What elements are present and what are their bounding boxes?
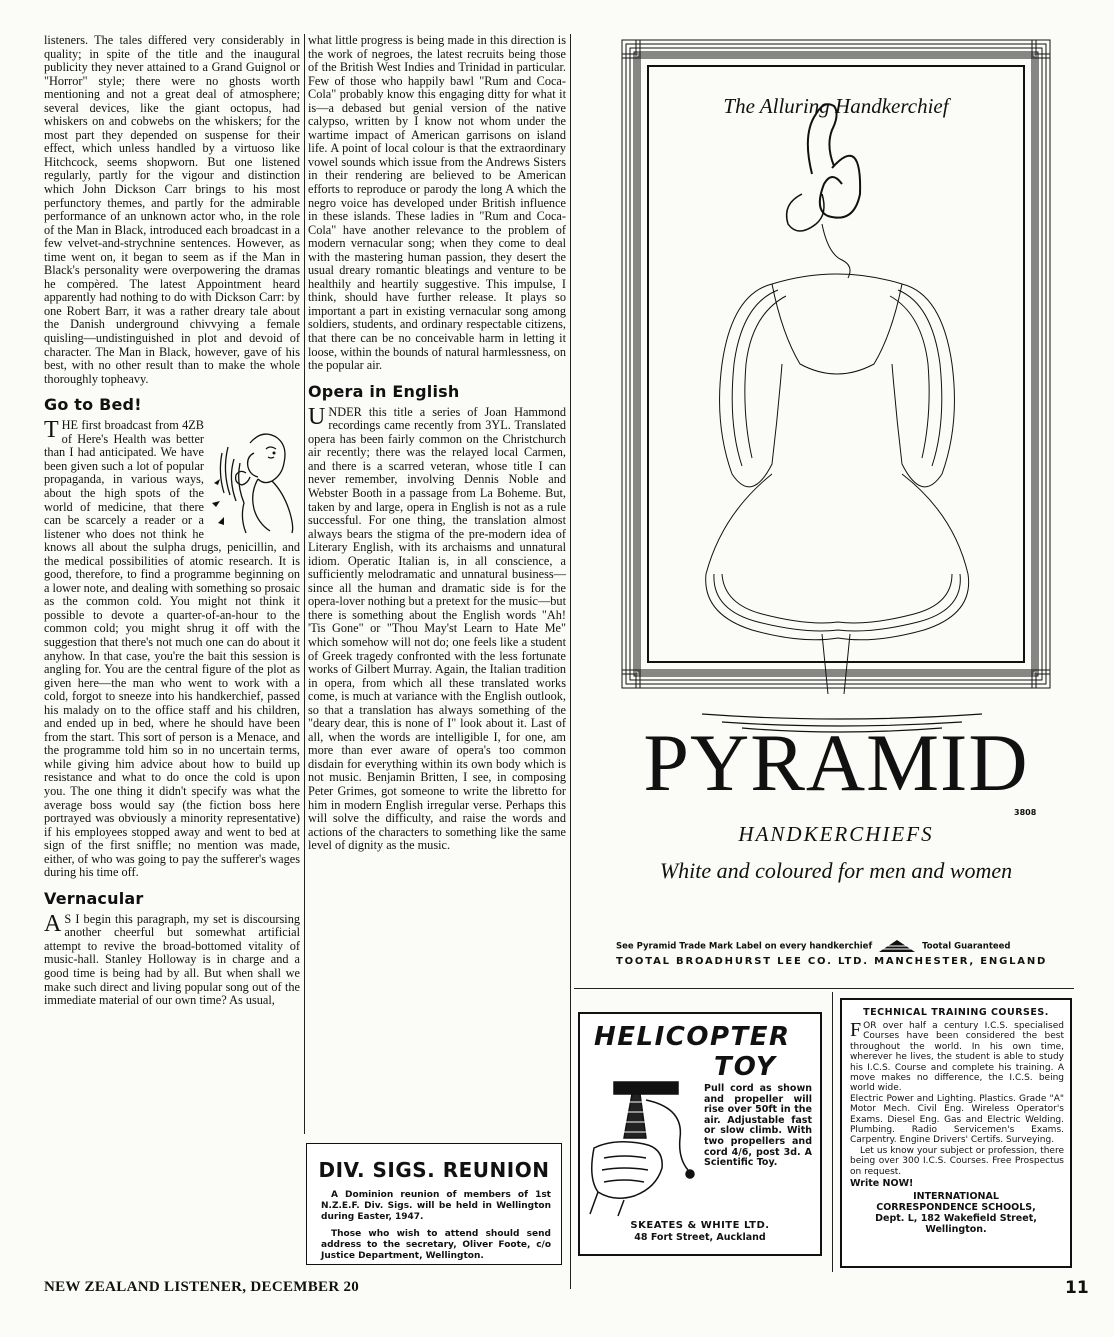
helicopter-title-2: TOY: [714, 1052, 777, 1082]
col1-go-to-bed-paragraph: [44, 419, 300, 880]
pyramid-tagline: The Alluring Handkerchief: [723, 94, 949, 118]
pyramid-mark: 3808: [1014, 808, 1037, 817]
div-sigs-body-2: Those who wish to attend should send address to the secretary, Oliver Foote, c/o Justice Department, Wellington.: [321, 1229, 551, 1261]
ics-address-line-2: Wellington.: [925, 1224, 987, 1236]
heading-vernacular: Vernacular: [44, 888, 144, 908]
trade-mark-note-right: Tootal Guaranteed: [922, 941, 1011, 952]
pyramid-product: HANDKERCHIEFS: [738, 822, 934, 846]
helicopter-title-1: HELICOPTER: [594, 1022, 791, 1052]
helicopter-toy-illustration: [584, 1078, 704, 1218]
column-rule-1: [304, 34, 305, 1134]
column-2: [308, 34, 566, 853]
page-footer-title: NEW ZEALAND LISTENER, DECEMBER 20: [44, 1279, 360, 1295]
ics-technical-training-advertisement: [840, 998, 1072, 1268]
helicopter-description: Pull cord as shown and propeller will rise over 50ft in the air. Adjustable fast or slow climb. With two propellers and cord 4/6, post 3d. A Scientific Toy.: [704, 1083, 812, 1169]
ics-address-line-1: Dept. L, 182 Wakefield Street,: [875, 1213, 1037, 1225]
col2-opera-text: NDER this title a series of Joan Hammond recordings came recently from 3YL. Translated opera has been fairly common on the Christchurch air recently; there was the relayed local Carmen, and there is a scarred veteran, whose title I can never remember, involving Dennis Noble and Webster Booth in a passage from La Boheme. But, taken by and large, opera in English is not as a rule successful. For one thing, the translation almost always bears the stigma of the pre-modern idea of Literary English, with its archaisms and unnatural idiom. Operatic Italian is, in all conscience, a sufficiently melodramatic and unnatural business—since all the human and dramatic side is for the opera-lover nothing but a pretext for the music—but there is something about the English words "Ah! 'Tis Gone" or "Thou May'st Learn to Hate Me" which somehow will not do; one feels like a student of Greek tragedy confronted with the less fortunate works of Gilbert Murray. Again, the Italian tradition in opera, from which all these translated works come, is much at variance with the English outlook, so that a translation has always something of the "deary dear, this is none of I" look about it. Last of all, when the words are intelligible I, for one, am more than ever aware of opera's too common disdain for everything within its own body which is not music. Benjamin Britten, I see, in composing Peter Grimes, got someone to write the libretto for him in modern English irregular verse. Perhaps this will solve the difficulty, and raise the words and actions of the characters to something like the same level of dignity as the music.: [308, 404, 566, 853]
drop-cap-u: U: [308, 403, 326, 430]
helicopter-seller-address: 48 Fort Street, Auckland: [634, 1232, 766, 1243]
ics-organisation: [842, 1191, 1070, 1235]
col1-intro-paragraph: listeners. The tales differed very considerably in quality; in spite of the title and the inaugural publicity they never attained to a Grand Guignol or "Horror" style; there were no ghosts worth mentioning and not a great deal of atmosphere; several devices, like the giant octopus, had whiskers on and cobwebs on the whiskers; for the most part they depended on suspense for their effect, which unless handled by a virtuoso like Hitchcock, seems shopworn. But one listened regularly, partly for the vigour and distinction which John Dickson Carr brings to his most perfunctory themes, and partly for the admirable performance of an unknown actor who, in the role of the Man in Black, introduced each broadcast in a few velvet-and-strychnine sentences. However, as time went on, it began to seem as if the Man in Black's personality were overpowering the dramas he compèred. The latest Appointment heard apparently had nothing to do with Dickson Carr: by one Robert Barr, it was a rather dreary tale about the Danish underground chivvying a female quisling—undistinguished in plot and devoid of character. The Man in Black, however, gave of his best, with no other result than to make the whole thoroughly topheavy.: [44, 33, 300, 386]
pyramid-brand: PYRAMID: [643, 717, 1029, 808]
ics-title: TECHNICAL TRAINING COURSES.: [863, 1007, 1049, 1018]
drop-cap-t: T: [44, 417, 59, 444]
heading-opera-in-english: Opera in English: [308, 381, 460, 401]
col2-opera-paragraph: [308, 403, 566, 853]
pyramid-slogan: White and coloured for men and women: [659, 858, 1013, 883]
trade-mark-note-left: See Pyramid Trade Mark Label on every handkerchief: [616, 941, 873, 952]
handkerchief-illustration: [602, 34, 1070, 754]
pyramid-logo-icon: [875, 938, 919, 954]
ics-body: [850, 1021, 1064, 1094]
div-sigs-reunion-notice: [306, 1143, 562, 1265]
ics-course-list: Electric Power and Lighting. Plastics. Grade "A" Motor Mech. Civil Eng. Wireless Operator's Exams. Diesel Eng. Gas and Electric Welding. Plumbing. Radio Servicemen's Exams. Carpentry. Engine Drivers' Certifs. Surveying.: [850, 1093, 1064, 1146]
ics-drop-cap: F: [850, 1019, 862, 1041]
page-number: 11: [1065, 1278, 1089, 1298]
heading-go-to-bed: Go to Bed!: [44, 395, 142, 415]
pyramid-company: TOOTAL BROADHURST LEE CO. LTD. MANCHESTER, ENGLAND: [616, 956, 1048, 967]
helicopter-toy-advertisement: [578, 1012, 822, 1256]
ads-divider: [574, 988, 1074, 989]
column-rule-2: [570, 34, 571, 1289]
div-sigs-title: DIV. SIGS. REUNION: [318, 1158, 550, 1182]
col1-vernacular-paragraph: [44, 910, 300, 1008]
col2-intro-paragraph: what little progress is being made in this direction is the work of negroes, the latest recruits being those of the British West Indies and Trinidad in particular. Few of those who happily bawl "Rum and Coca-Cola" probably know this engaging ditty for what it is—a debased but genial version of the native calypso, written by I know not whom under the wartime impact of American garrisons on island life. A point of local colour is that the extraordinary vowel sounds which issue from the Andrews Sisters in their rendering are believed to be American efforts to reproduce or parody the long A which the negro voice has developed under British influence in these islands. These ladies in "Rum and Coca-Cola" have another relevance to the problem of modern vernacular song; when they come to deal with the mastering human passion, they desert the usual dreary romantic bleatings and venture to be healthily and heartily suggestive. This impulse, I think, should have further release. It plays so important a part in existing vernacular song among soldiers, students, and ordinary respectable citizens, that there can be no conceivable harm in letting it loose, within the bounds of natural harmlessness, on the popular air.: [308, 33, 566, 373]
col1-vernacular-text: S I begin this paragraph, my set is discoursing another cheerful but somewhat artificial attempt to revive the broad-bottomed vitality of music-hall. Stanley Holloway is in charge and a good time is being had by all. But when shall we make such direct and living popular song out of the immediate material of our own time? As usual,: [44, 911, 300, 1008]
pyramid-trade-mark-note: [616, 938, 1011, 954]
col1-go-to-bed-text: HE first broadcast from 4ZB of Here's Health was better than I had anticipated. We have been given such a lot of popular propaganda, in various ways, about the high spots of the world of medicine, that there can be scarcely a reader or a listener who does not think he knows all about the sulpha drugs, penicillin, and the medical possibilities of atomic research. It is good, therefore, to find a programme beginning on a lower note, and dealing with something so prosaic as the common cold. You might not think it possible to devote a quarter-of-an-hour to the common cold; you might shrug it off with the suggestion that there's not much one can do about it anyhow. In that case, you're the bait this session is angling for. You are the central figure of the plot as given here—the man who went to work with a cold, forgot to sneeze into his handkerchief, passed his malady on to the office staff and his children, and ended up in bed, where he should have been from the start. This sort of person is a Menace, and the programme told him so in no uncertain terms, while giving him advice about how to build up resistance and what to do once the cold is upon you. The one thing it didn't specify was what the average boss would say (the fiction boss here portrayed was obviously a minority representative) if his employees stopped away and went to bed at sign of the first sniffle; no mention was made, either, of who was going to pay the sufferer's wages during his time off.: [44, 418, 300, 880]
ads-vertical-rule: [832, 992, 833, 1272]
ics-body-text: OR over half a century I.C.S. specialised Courses have been considered the best throughout the world. In his own time, wherever he lives, the student is able to study his I.C.S. Course and complete his training. A move makes no difference, the I.C.S. being world wide.: [850, 1021, 1064, 1094]
pyramid-handkerchiefs-advertisement: [602, 34, 1070, 974]
sneezing-man-illustration: [210, 423, 300, 535]
ics-closing: Let us know your subject or profession, there being over 300 I.C.S. Courses. Free Prospectus on request.: [850, 1145, 1064, 1177]
ics-org-line-1: INTERNATIONAL: [913, 1191, 999, 1203]
drop-cap-a: A: [44, 910, 62, 937]
ics-org-line-2: CORRESPONDENCE SCHOOLS,: [876, 1202, 1036, 1214]
ics-write-now: Write NOW!: [850, 1178, 914, 1190]
div-sigs-body-1: A Dominion reunion of members of 1st N.Z.E.F. Div. Sigs. will be held in Wellington during Easter, 1947.: [321, 1190, 551, 1222]
helicopter-seller: SKEATES & WHITE LTD.: [630, 1220, 770, 1231]
column-1: [44, 34, 300, 1008]
